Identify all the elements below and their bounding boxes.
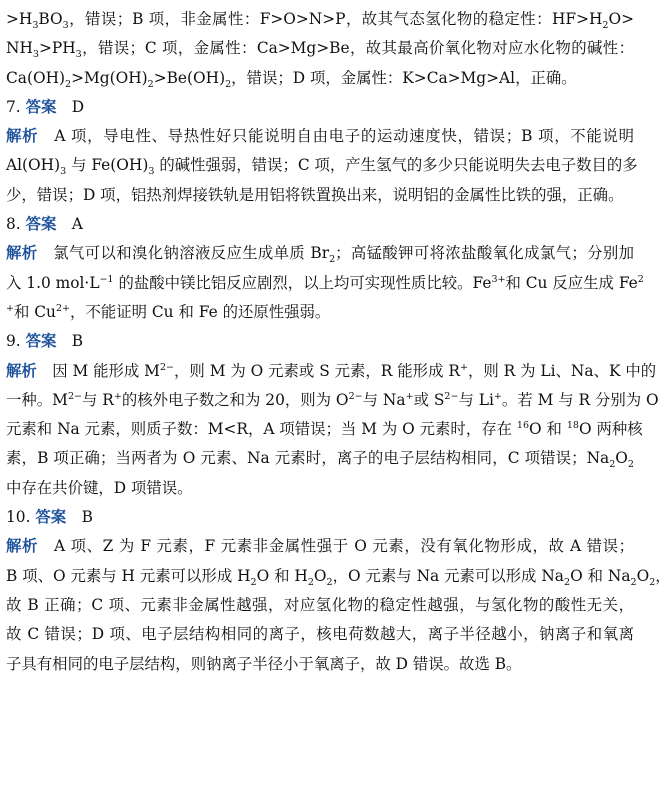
explanation-9-line-3: 元素和 Na 元素，则质子数：M<R，A 项错误；当 M 为 O 元素时，存在 $^{16}$O 和 $^{18}$O 两种核 <box>6 420 643 439</box>
explanation-9-line-2: 一种。$M^{2-}$与 R+的核外电子数之和为 20，则为 $O^{2-}$与 Na+或 $S^{2-}$与 Li+。若 M 与 R 分别为 O <box>6 390 659 409</box>
explanation-9-line-1: 解析 因 M 能形成 $M^{2-}$，则 M 为 O 元素或 S 元素，R 能形成 R+，则 R 为 Li、Na、K 中的 <box>6 361 657 380</box>
text-line-2: $NH_3>PH_3$，错误；C 项，金属性：Ca>Mg>Be，故其最高价氧化物对应水化物的碱性： <box>6 39 634 61</box>
answer-8-heading: 8. 答案 A <box>6 215 83 234</box>
answer-10-heading: 10. 答案 B <box>6 508 93 527</box>
explanation-9-line-5: 中存在共价键，D 项错误。 <box>6 478 193 497</box>
explanation-7-line-2: $Al(OH)_3$ 与 $Fe(OH)_3$ 的碱性强弱，错误；C 项，产生氢气的多少只能说明失去电子数目的多 <box>6 156 638 178</box>
answer-7-heading: 7. 答案 D <box>6 97 85 116</box>
explanation-8-line-1: 解析 氯气可以和溴化钠溶液反应生成单质 $Br_2$；高锰酸钾可将浓盐酸氧化成氯气；分别加 <box>6 244 634 266</box>
explanation-10-line-4: 故 C 错误；D 项、电子层结构相同的离子，核电荷数越大，离子半径越小，钠离子和氧离 <box>6 625 634 644</box>
explanation-8-line-3: +和 $Cu^{2+}$，不能证明 Cu 和 Fe 的还原性强弱。 <box>6 302 331 321</box>
explanation-7-line-3: 少，错误；D 项，铝热剂焊接铁轨是用铝将铁置换出来，说明铝的金属性比铁的强，正确。 <box>6 185 624 204</box>
explanation-10-line-5: 子具有相同的电子层结构，则钠离子半径小于氧离子，故 D 错误。故选 B。 <box>6 654 522 673</box>
explanation-9-line-4: 素，B 项正确；当两者为 O 元素、Na 元素时，离子的电子层结构相同，C 项错误；$Na_2O_2$ <box>6 449 634 471</box>
explanation-8-line-2: 入 1.0 $mol\cdot L^{-1}$ 的盐酸中镁比铝反应剧烈，以上均可实现性质比较。$Fe^{3+}$和 Cu 反应生成 Fe$^2$ <box>6 273 644 292</box>
explanation-7-line-1: 解析 A 项，导电性、导热性好只能说明自由电子的运动速度快，错误；B 项，不能说明 <box>6 127 634 146</box>
text-line-1: $>H_3BO_3$，错误；B 项，非金属性：F>O>N>P，故其气态氢化物的稳定性：$HF>H_2O>$ <box>6 10 634 32</box>
answer-9-heading: 9. 答案 B <box>6 332 84 351</box>
explanation-10-line-3: 故 B 正确；C 项、元素非金属性越强，对应氢化物的稳定性越强，与氢化物的酸性无关， <box>6 595 634 614</box>
text-line-3: $Ca(OH)_2>Mg(OH)_2>Be(OH)_2$，错误；D 项，金属性：K>Ca>Mg>Al，正确。 <box>6 68 577 90</box>
explanation-10-line-2: B 项、O 元素与 H 元素可以形成 $H_2O$ 和 $H_2O_2$，O 元素与 Na 元素可以形成 $Na_2O$ 和 $Na_2O_2$， <box>6 566 671 588</box>
explanation-10-line-1: 解析 A 项、Z 为 F 元素，F 元素非金属性强于 O 元素，没有氧化物形成，故 A 错误； <box>6 537 634 556</box>
